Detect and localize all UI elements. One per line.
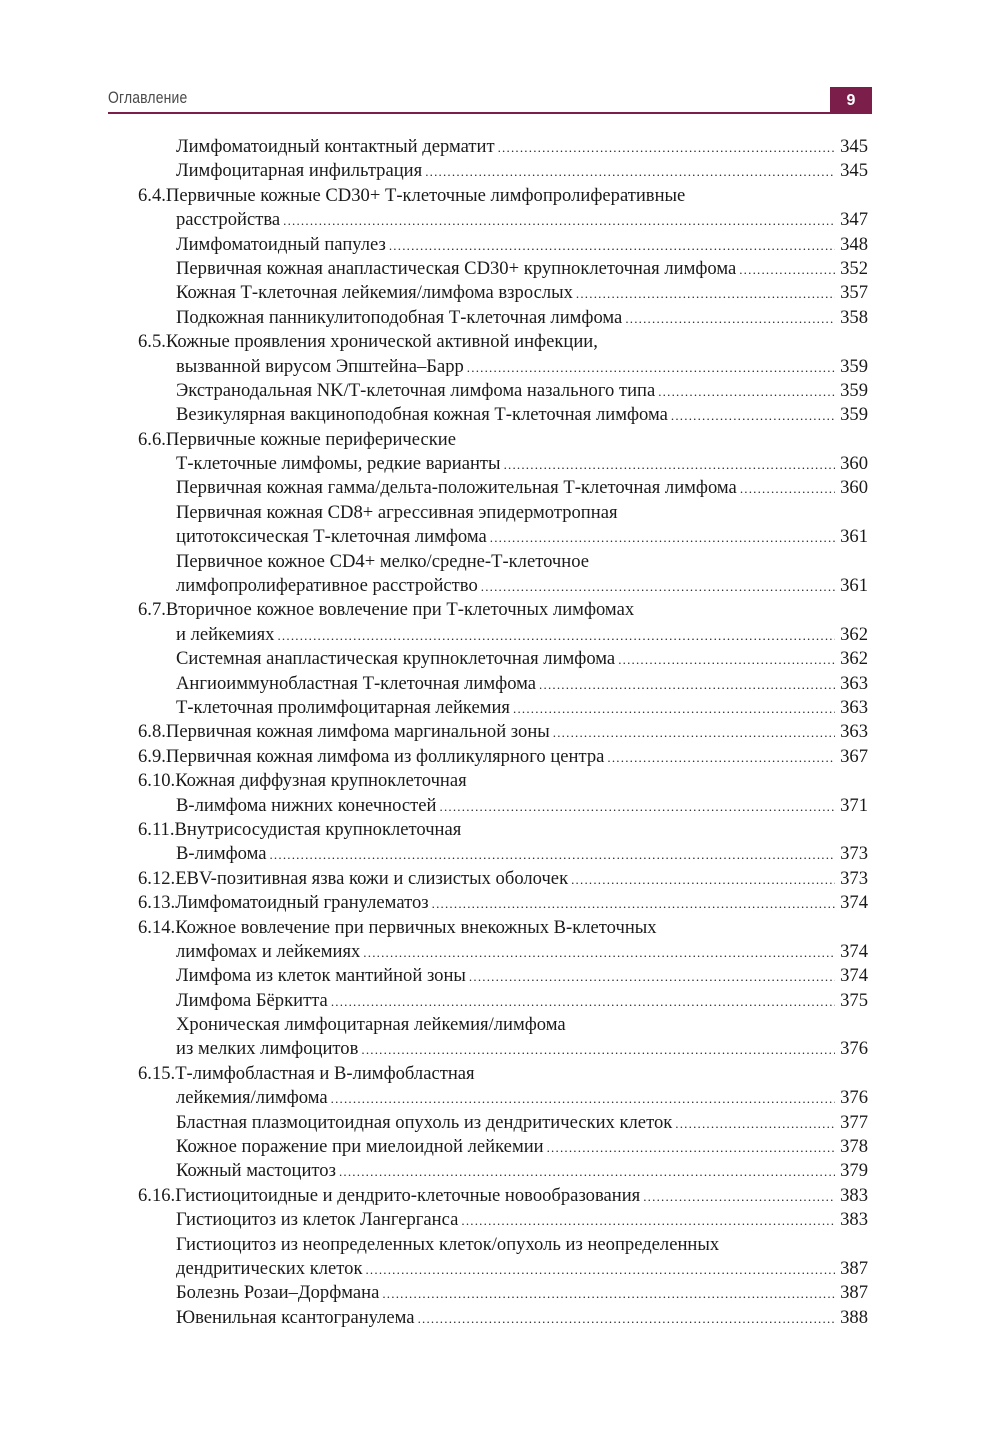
toc-entry[interactable] — [138, 1038, 868, 1062]
toc-entry-title: цитотоксическая Т-клеточная лимфома — [176, 526, 487, 548]
dot-leader — [675, 1116, 835, 1132]
dot-leader — [425, 164, 835, 180]
toc-entry[interactable] — [138, 331, 868, 355]
toc-entry[interactable] — [138, 746, 868, 770]
toc-entry-title: Первичные кожные периферические — [165, 428, 456, 450]
toc-entry-title: Первичная кожная анапластическая CD30+ крупноклеточная лимфома — [176, 257, 737, 279]
toc-entry-number: 6.16. — [138, 1184, 176, 1206]
toc-entry-page: 374 — [840, 892, 868, 914]
toc-entry[interactable] — [138, 136, 868, 160]
dot-leader — [363, 945, 835, 961]
toc-entry[interactable] — [138, 185, 868, 209]
toc-entry-title: В-лимфома нижних конечностей — [176, 794, 437, 816]
toc-entry-title: Кожная диффузная крупноклеточная — [175, 770, 467, 792]
toc-entry-number: 6.10. — [138, 770, 176, 792]
dot-leader — [504, 457, 835, 473]
dot-leader — [547, 1140, 835, 1156]
toc-entry-page: 376 — [840, 1087, 868, 1109]
toc-entry-page: 383 — [840, 1184, 868, 1206]
toc-entry-page: 361 — [840, 575, 868, 597]
toc-entry-title: Т-клеточные лимфомы, редкие варианты — [176, 453, 501, 475]
dot-leader — [461, 1213, 835, 1229]
dot-leader — [625, 311, 835, 327]
toc-entry[interactable] — [138, 941, 868, 965]
dot-leader — [440, 799, 836, 815]
toc-entry-title: дендритических клеток — [176, 1257, 363, 1279]
dot-leader — [513, 701, 835, 717]
toc-entry-title: Внутрисосудистая крупноклеточная — [174, 818, 462, 840]
toc-entry[interactable] — [138, 453, 868, 477]
dot-leader — [490, 530, 835, 546]
toc-entry-title: Бластная плазмоцитоидная опухоль из дендритических клеток — [176, 1111, 673, 1133]
toc-entry-title: Лимфоматоидный гранулематоз — [175, 892, 429, 914]
toc-entry[interactable] — [138, 965, 868, 989]
dot-leader — [339, 1164, 835, 1180]
dot-leader — [553, 725, 835, 741]
toc-entry-title: Подкожная панникулитоподобная Т-клеточная лимфома — [176, 306, 623, 328]
toc-entry-number: 6.9. — [138, 745, 166, 767]
toc-entry-title: Гистиоцитоз из неопределенных клеток/опухоль из неопределенных — [176, 1233, 720, 1255]
dot-leader — [671, 408, 835, 424]
toc-entry-title: Первичные кожные CD30+ Т-клеточные лимфопролиферативные — [165, 184, 686, 206]
toc-entry-page: 359 — [840, 404, 868, 426]
toc-entry-page: 373 — [840, 867, 868, 889]
toc-entry-number: 6.5. — [138, 331, 166, 353]
toc-entry-title: Кожные проявления хронической активной инфекции, — [165, 331, 598, 353]
dot-leader — [269, 847, 835, 863]
page-number-badge: 9 — [830, 87, 872, 114]
toc-entry-title: EBV-позитивная язва кожи и слизистых оболочек — [175, 867, 569, 889]
toc-entry-title: Вторичное кожное вовлечение при Т-клеточных лимфомах — [165, 599, 635, 621]
toc-entry-page: 374 — [840, 940, 868, 962]
dot-leader — [467, 360, 835, 376]
toc-entry-title: Экстранодальная NK/Т-клеточная лимфома назального типа — [176, 379, 656, 401]
toc-entry[interactable] — [138, 721, 868, 745]
toc-entry-title: лимфопролиферативное расстройство — [176, 575, 478, 597]
toc-entry-title: лимфомах и лейкемиях — [176, 940, 361, 962]
toc-entry-page: 387 — [840, 1257, 868, 1279]
dot-leader — [361, 1042, 835, 1058]
toc-entry-title: Лимфоматоидный папулез — [176, 233, 386, 255]
toc-entry-page: 375 — [840, 989, 868, 1011]
dot-leader — [382, 1286, 835, 1302]
toc-entry[interactable] — [138, 356, 868, 380]
toc-entry-title: Кожное вовлечение при первичных внекожных В-клеточных — [175, 916, 657, 938]
dot-leader — [643, 1189, 835, 1205]
dot-leader — [607, 750, 835, 766]
toc-entry-page: 374 — [840, 965, 868, 987]
toc-entry[interactable] — [138, 477, 868, 501]
toc-entry[interactable] — [138, 502, 868, 526]
dot-leader — [418, 1311, 835, 1327]
toc-entry-title: Первичная кожная лимфома маргинальной зоны — [165, 721, 550, 743]
dot-leader — [658, 384, 835, 400]
toc-entry-page: 378 — [840, 1136, 868, 1158]
toc-entry-number: 6.6. — [138, 428, 166, 450]
toc-entry-page: 345 — [840, 136, 868, 157]
toc-entry[interactable] — [138, 160, 868, 184]
toc-entry-title: и лейкемиях — [176, 623, 275, 645]
toc-entry[interactable] — [138, 209, 868, 233]
toc-entry-number: 6.8. — [138, 721, 166, 743]
toc-entry[interactable] — [138, 770, 868, 794]
toc-entry-title: Т-лимфобластная и В-лимфобластная — [175, 1062, 475, 1084]
toc-entry[interactable] — [138, 1136, 868, 1160]
toc-entry[interactable] — [138, 648, 868, 672]
toc-entry[interactable] — [138, 1282, 868, 1306]
toc-entry-number: 6.15. — [138, 1062, 176, 1084]
dot-leader — [331, 1091, 835, 1107]
dot-leader — [739, 262, 835, 278]
toc-entry-title: Гистиоцитоз из клеток Лангерганса — [176, 1209, 459, 1231]
toc-entry[interactable] — [138, 1160, 868, 1184]
toc-entry[interactable] — [138, 258, 868, 282]
toc-entry-title: Ювенильная ксантогранулема — [176, 1306, 415, 1328]
dot-leader — [389, 238, 835, 254]
dot-leader — [576, 286, 835, 302]
toc-entry[interactable] — [138, 404, 868, 428]
toc-entry[interactable] — [138, 380, 868, 404]
dot-leader — [740, 481, 835, 497]
toc-entry-title: Т-клеточная пролимфоцитарная лейкемия — [176, 696, 510, 718]
toc-entry[interactable] — [138, 1307, 868, 1331]
toc-entry[interactable] — [138, 1087, 868, 1111]
toc-entry-title: Лимфоматоидный контактный дерматит — [176, 136, 495, 157]
toc-entry[interactable] — [138, 526, 868, 550]
toc-entry[interactable] — [138, 795, 868, 819]
toc-entry-title: Везикулярная вакциноподобная кожная Т-клеточная лимфома — [176, 404, 668, 426]
toc-entry-page: 345 — [840, 160, 868, 182]
toc-entry-title: Кожная Т-клеточная лейкемия/лимфома взрослых — [176, 282, 573, 304]
toc-entry[interactable] — [138, 1258, 868, 1282]
dot-leader — [283, 213, 835, 229]
toc-entry[interactable] — [138, 1014, 868, 1038]
toc-entry-number: 6.7. — [138, 599, 166, 621]
toc-entry-title: расстройства — [176, 209, 281, 231]
toc-entry-number: 6.13. — [138, 892, 176, 914]
toc-entry-title: из мелких лимфоцитов — [176, 1038, 359, 1060]
toc-entry-page: 361 — [840, 526, 868, 548]
toc-entry-page: 348 — [840, 233, 868, 255]
toc-entry[interactable] — [138, 1209, 868, 1233]
header-rule — [108, 112, 872, 114]
header-title: Оглавление — [108, 88, 188, 107]
toc-entry[interactable] — [138, 575, 868, 599]
toc-entry-page: 373 — [840, 843, 868, 865]
toc-entry-title: Кожный мастоцитоз — [176, 1160, 336, 1182]
toc-entry-title: В-лимфома — [176, 843, 267, 865]
toc-entry-page: 371 — [840, 794, 868, 816]
toc-entry[interactable] — [138, 892, 868, 916]
toc-entry-title: Кожное поражение при миелоидной лейкемии — [176, 1136, 544, 1158]
toc-entry[interactable] — [138, 1185, 868, 1209]
toc-entry[interactable] — [138, 429, 868, 453]
toc-entry[interactable] — [138, 1234, 868, 1258]
toc-entry-page: 363 — [840, 672, 868, 694]
table-of-contents — [138, 136, 868, 1331]
toc-entry[interactable] — [138, 307, 868, 331]
dot-leader — [618, 652, 835, 668]
toc-entry-title: Гистиоцитоидные и дендрито-клеточные новообразования — [175, 1184, 641, 1206]
toc-entry-number: 6.14. — [138, 916, 176, 938]
toc-entry-page: 388 — [840, 1306, 868, 1328]
toc-entry[interactable] — [138, 868, 868, 892]
toc-entry-title: Лимфоцитарная инфильтрация — [176, 160, 423, 182]
toc-entry[interactable] — [138, 843, 868, 867]
toc-entry-page: 360 — [840, 453, 868, 475]
toc-entry[interactable] — [138, 599, 868, 623]
toc-entry[interactable] — [138, 673, 868, 697]
toc-entry-page: 376 — [840, 1038, 868, 1060]
dot-leader — [498, 140, 835, 156]
toc-entry-page: 359 — [840, 355, 868, 377]
toc-entry-title: Первичная кожная CD8+ агрессивная эпидермотропная — [176, 501, 618, 523]
toc-entry-page: 387 — [840, 1282, 868, 1304]
toc-entry[interactable] — [138, 1112, 868, 1136]
toc-entry-page: 352 — [840, 257, 868, 279]
toc-entry-page: 360 — [840, 477, 868, 499]
toc-entry-page: 362 — [840, 648, 868, 670]
toc-entry-page: 359 — [840, 379, 868, 401]
toc-entry[interactable] — [138, 234, 868, 258]
dot-leader — [571, 872, 835, 888]
toc-entry[interactable] — [138, 819, 868, 843]
toc-entry-title: вызванной вирусом Эпштейна–Барр — [176, 355, 464, 377]
toc-entry-title: Системная анапластическая крупноклеточная лимфома — [176, 648, 616, 670]
toc-entry[interactable] — [138, 624, 868, 648]
toc-entry[interactable] — [138, 282, 868, 306]
toc-entry[interactable] — [138, 551, 868, 575]
toc-entry-page: 358 — [840, 306, 868, 328]
toc-entry-page: 363 — [840, 721, 868, 743]
toc-entry[interactable] — [138, 917, 868, 941]
toc-entry-page: 367 — [840, 745, 868, 767]
toc-entry-title: Первичная кожная лимфома из фолликулярного центра — [165, 745, 605, 767]
toc-entry-title: Лимфома из клеток мантийной зоны — [176, 965, 466, 987]
toc-entry-number: 6.4. — [138, 184, 166, 206]
toc-entry[interactable] — [138, 697, 868, 721]
toc-entry-page: 357 — [840, 282, 868, 304]
dot-leader — [481, 579, 835, 595]
dot-leader — [539, 677, 835, 693]
toc-entry-page: 379 — [840, 1160, 868, 1182]
toc-entry-page: 383 — [840, 1209, 868, 1231]
running-header — [108, 88, 872, 116]
toc-entry-title: Первичное кожное CD4+ мелко/средне-Т-клеточное — [176, 550, 589, 572]
toc-entry-page: 363 — [840, 696, 868, 718]
toc-entry[interactable] — [138, 1063, 868, 1087]
toc-entry-title: Болезнь Розаи–Дорфмана — [176, 1282, 380, 1304]
toc-entry[interactable] — [138, 990, 868, 1014]
toc-entry-page: 377 — [840, 1111, 868, 1133]
toc-entry-title: Первичная кожная гамма/дельта-положительная Т-клеточная лимфома — [176, 477, 737, 499]
toc-entry-title: Лимфома Бёркитта — [176, 989, 328, 1011]
toc-entry-title: Хроническая лимфоцитарная лейкемия/лимфома — [176, 1014, 566, 1036]
toc-entry-number: 6.11. — [138, 818, 175, 840]
toc-entry-page: 362 — [840, 623, 868, 645]
toc-entry-title: Ангиоиммунобластная Т-клеточная лимфома — [176, 672, 537, 694]
toc-entry-number: 6.12. — [138, 867, 176, 889]
toc-entry-title: лейкемия/лимфома — [176, 1087, 328, 1109]
dot-leader — [469, 969, 835, 985]
dot-leader — [365, 1262, 835, 1278]
dot-leader — [432, 896, 835, 912]
toc-entry-page: 347 — [840, 209, 868, 231]
dot-leader — [277, 628, 835, 644]
dot-leader — [331, 994, 835, 1010]
